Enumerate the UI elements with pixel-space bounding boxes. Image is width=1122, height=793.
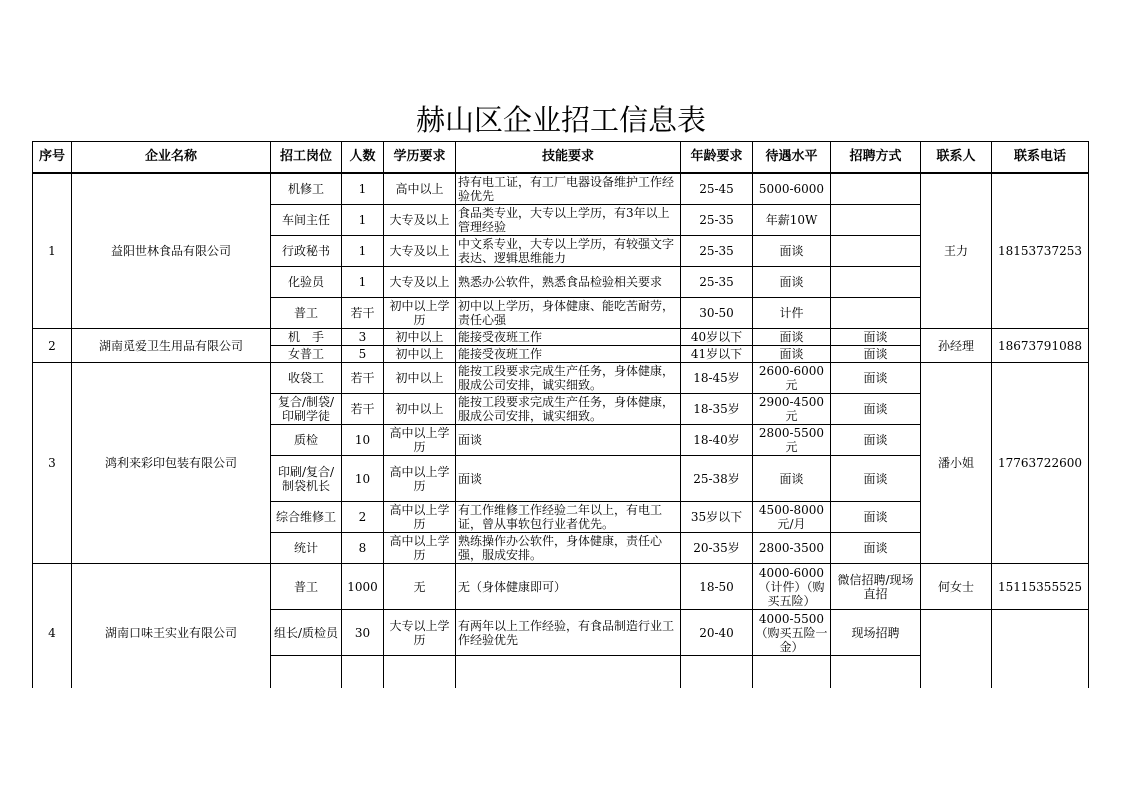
job-count: 30 bbox=[342, 610, 384, 656]
company-name: 湖南觅爱卫生用品有限公司 bbox=[72, 329, 271, 363]
company-name: 鸿利来彩印包装有限公司 bbox=[72, 363, 271, 564]
company-no: 4 bbox=[33, 564, 72, 689]
recruitment-table bbox=[32, 141, 1089, 688]
job-education: 高中以上学历 bbox=[384, 456, 456, 502]
job-count: 1 bbox=[342, 205, 384, 236]
job-count: 1 bbox=[342, 267, 384, 298]
job-education: 高中以上 bbox=[384, 173, 456, 205]
job-pay bbox=[753, 656, 831, 689]
job-count: 10 bbox=[342, 425, 384, 456]
header-row bbox=[33, 142, 1089, 174]
col-header-contact: 联系人 bbox=[921, 142, 992, 174]
table-row bbox=[33, 173, 1089, 205]
job-age: 35岁以下 bbox=[681, 502, 753, 533]
company-no: 3 bbox=[33, 363, 72, 564]
job-skill: 能按工段要求完成生产任务，身体健康，服成公司安排，诚实细致。 bbox=[456, 363, 681, 394]
job-count: 3 bbox=[342, 329, 384, 346]
job-count: 若干 bbox=[342, 363, 384, 394]
job-age: 25-35 bbox=[681, 267, 753, 298]
col-header-phone: 联系电话 bbox=[992, 142, 1089, 174]
job-pay: 面谈 bbox=[753, 329, 831, 346]
job-skill: 无（身体健康即可） bbox=[456, 564, 681, 610]
table-row bbox=[33, 329, 1089, 346]
job-pay: 面谈 bbox=[753, 346, 831, 363]
company-contact: 潘小姐 bbox=[921, 363, 992, 564]
company-no: 2 bbox=[33, 329, 72, 363]
job-pay: 2900-4500元 bbox=[753, 394, 831, 425]
job-count: 10 bbox=[342, 456, 384, 502]
job-education: 大专以上学历 bbox=[384, 610, 456, 656]
job-count: 若干 bbox=[342, 298, 384, 329]
job-skill: 面谈 bbox=[456, 456, 681, 502]
job-post: 组长/质检员 bbox=[271, 610, 342, 656]
col-header-skill: 技能要求 bbox=[456, 142, 681, 174]
job-age: 25-35 bbox=[681, 236, 753, 267]
company-contact: 王力 bbox=[921, 173, 992, 329]
job-age: 18-35岁 bbox=[681, 394, 753, 425]
job-post: 综合维修工 bbox=[271, 502, 342, 533]
col-header-method: 招聘方式 bbox=[831, 142, 921, 174]
job-pay: 2800-5500元 bbox=[753, 425, 831, 456]
job-age: 25-35 bbox=[681, 205, 753, 236]
job-count: 1 bbox=[342, 173, 384, 205]
col-header-no: 序号 bbox=[33, 142, 72, 174]
job-method: 面谈 bbox=[831, 533, 921, 564]
job-method: 面谈 bbox=[831, 346, 921, 363]
job-age: 18-45岁 bbox=[681, 363, 753, 394]
job-method bbox=[831, 236, 921, 267]
job-method: 面谈 bbox=[831, 329, 921, 346]
col-header-pay: 待遇水平 bbox=[753, 142, 831, 174]
job-method bbox=[831, 656, 921, 689]
job-education: 高中以上学历 bbox=[384, 502, 456, 533]
job-pay: 年薪10W bbox=[753, 205, 831, 236]
job-method: 面谈 bbox=[831, 456, 921, 502]
job-education: 初中以上 bbox=[384, 394, 456, 425]
job-age: 25-45 bbox=[681, 173, 753, 205]
company-phone: 17763722600 bbox=[992, 363, 1089, 564]
job-skill: 有工作维修工作经验二年以上，有电工证，曾从事软包行业者优先。 bbox=[456, 502, 681, 533]
job-pay: 面谈 bbox=[753, 456, 831, 502]
job-pay: 计件 bbox=[753, 298, 831, 329]
col-header-post: 招工岗位 bbox=[271, 142, 342, 174]
job-post: 普工 bbox=[271, 564, 342, 610]
job-method bbox=[831, 173, 921, 205]
job-post: 印刷/复合/制袋机长 bbox=[271, 456, 342, 502]
job-pay: 面谈 bbox=[753, 236, 831, 267]
job-method: 现场招聘 bbox=[831, 610, 921, 656]
job-education: 大专及以上 bbox=[384, 267, 456, 298]
job-pay: 2800-3500 bbox=[753, 533, 831, 564]
job-pay: 4500-8000元/月 bbox=[753, 502, 831, 533]
recruitment-table-viewport bbox=[32, 141, 1090, 688]
job-post: 女普工 bbox=[271, 346, 342, 363]
company-contact: 何女士 bbox=[921, 564, 992, 610]
job-count: 1000 bbox=[342, 564, 384, 610]
job-method: 面谈 bbox=[831, 425, 921, 456]
job-skill: 初中以上学历，身体健康、能吃苦耐劳，责任心强 bbox=[456, 298, 681, 329]
job-skill: 面谈 bbox=[456, 425, 681, 456]
job-education: 高中以上学历 bbox=[384, 533, 456, 564]
job-age bbox=[681, 656, 753, 689]
job-count: 2 bbox=[342, 502, 384, 533]
company-no: 1 bbox=[33, 173, 72, 329]
job-education: 高中以上学历 bbox=[384, 425, 456, 456]
job-post: 质检 bbox=[271, 425, 342, 456]
job-education: 初中以上 bbox=[384, 329, 456, 346]
job-skill: 能按工段要求完成生产任务，身体健康，服成公司安排，诚实细致。 bbox=[456, 394, 681, 425]
job-skill: 能接受夜班工作 bbox=[456, 346, 681, 363]
job-skill: 能接受夜班工作 bbox=[456, 329, 681, 346]
job-skill: 食品类专业，大专以上学历，有3年以上管理经验 bbox=[456, 205, 681, 236]
job-skill: 熟悉办公软件，熟悉食品检验相关要求 bbox=[456, 267, 681, 298]
page-title: 赫山区企业招工信息表 bbox=[415, 103, 706, 137]
job-method bbox=[831, 205, 921, 236]
company-phone: 15115355525 bbox=[992, 564, 1089, 610]
job-pay: 5000-6000 bbox=[753, 173, 831, 205]
job-age: 25-38岁 bbox=[681, 456, 753, 502]
job-education: 初中以上 bbox=[384, 363, 456, 394]
job-count bbox=[342, 656, 384, 689]
company-contact: 孙经理 bbox=[921, 329, 992, 363]
job-post: 行政秘书 bbox=[271, 236, 342, 267]
job-education: 大专及以上 bbox=[384, 205, 456, 236]
job-method: 微信招聘/现场直招 bbox=[831, 564, 921, 610]
job-pay: 2600-6000元 bbox=[753, 363, 831, 394]
job-count: 8 bbox=[342, 533, 384, 564]
job-post: 机修工 bbox=[271, 173, 342, 205]
contact-cell-empty bbox=[921, 610, 992, 689]
job-skill: 有两年以上工作经验，有食品制造行业工作经验优先 bbox=[456, 610, 681, 656]
job-education: 无 bbox=[384, 564, 456, 610]
job-education: 初中以上 bbox=[384, 346, 456, 363]
col-header-count: 人数 bbox=[342, 142, 384, 174]
job-pay: 面谈 bbox=[753, 267, 831, 298]
job-pay: 4000-5500（购买五险一金） bbox=[753, 610, 831, 656]
col-header-company: 企业名称 bbox=[72, 142, 271, 174]
col-header-age: 年龄要求 bbox=[681, 142, 753, 174]
job-count: 1 bbox=[342, 236, 384, 267]
job-post: 收袋工 bbox=[271, 363, 342, 394]
table-row bbox=[33, 363, 1089, 394]
job-education: 大专及以上 bbox=[384, 236, 456, 267]
job-age: 20-35岁 bbox=[681, 533, 753, 564]
job-method bbox=[831, 298, 921, 329]
phone-cell-empty bbox=[992, 610, 1089, 689]
job-age: 40岁以下 bbox=[681, 329, 753, 346]
job-method bbox=[831, 267, 921, 298]
col-header-education: 学历要求 bbox=[384, 142, 456, 174]
job-age: 18-50 bbox=[681, 564, 753, 610]
job-skill bbox=[456, 656, 681, 689]
job-age: 18-40岁 bbox=[681, 425, 753, 456]
job-skill: 中文系专业，大专以上学历，有较强文字表达、逻辑思维能力 bbox=[456, 236, 681, 267]
job-post: 复合/制袋/印刷学徒 bbox=[271, 394, 342, 425]
job-skill: 持有电工证，有工厂电器设备维护工作经验优先 bbox=[456, 173, 681, 205]
job-post: 化验员 bbox=[271, 267, 342, 298]
job-method: 面谈 bbox=[831, 363, 921, 394]
job-post: 普工 bbox=[271, 298, 342, 329]
job-method: 面谈 bbox=[831, 502, 921, 533]
company-name: 湖南口味王实业有限公司 bbox=[72, 564, 271, 689]
company-name: 益阳世林食品有限公司 bbox=[72, 173, 271, 329]
job-education: 初中以上学历 bbox=[384, 298, 456, 329]
company-phone: 18153737253 bbox=[992, 173, 1089, 329]
job-post: 统计 bbox=[271, 533, 342, 564]
job-post: 机 手 bbox=[271, 329, 342, 346]
job-age: 20-40 bbox=[681, 610, 753, 656]
job-post: 车间主任 bbox=[271, 205, 342, 236]
job-post bbox=[271, 656, 342, 689]
job-age: 30-50 bbox=[681, 298, 753, 329]
job-education bbox=[384, 656, 456, 689]
job-count: 5 bbox=[342, 346, 384, 363]
job-count: 若干 bbox=[342, 394, 384, 425]
company-phone: 18673791088 bbox=[992, 329, 1089, 363]
table-row bbox=[33, 564, 1089, 610]
job-age: 41岁以下 bbox=[681, 346, 753, 363]
job-skill: 熟练操作办公软件，身体健康，责任心强，服成安排。 bbox=[456, 533, 681, 564]
job-pay: 4000-6000（计件）（购买五险） bbox=[753, 564, 831, 610]
job-method: 面谈 bbox=[831, 394, 921, 425]
